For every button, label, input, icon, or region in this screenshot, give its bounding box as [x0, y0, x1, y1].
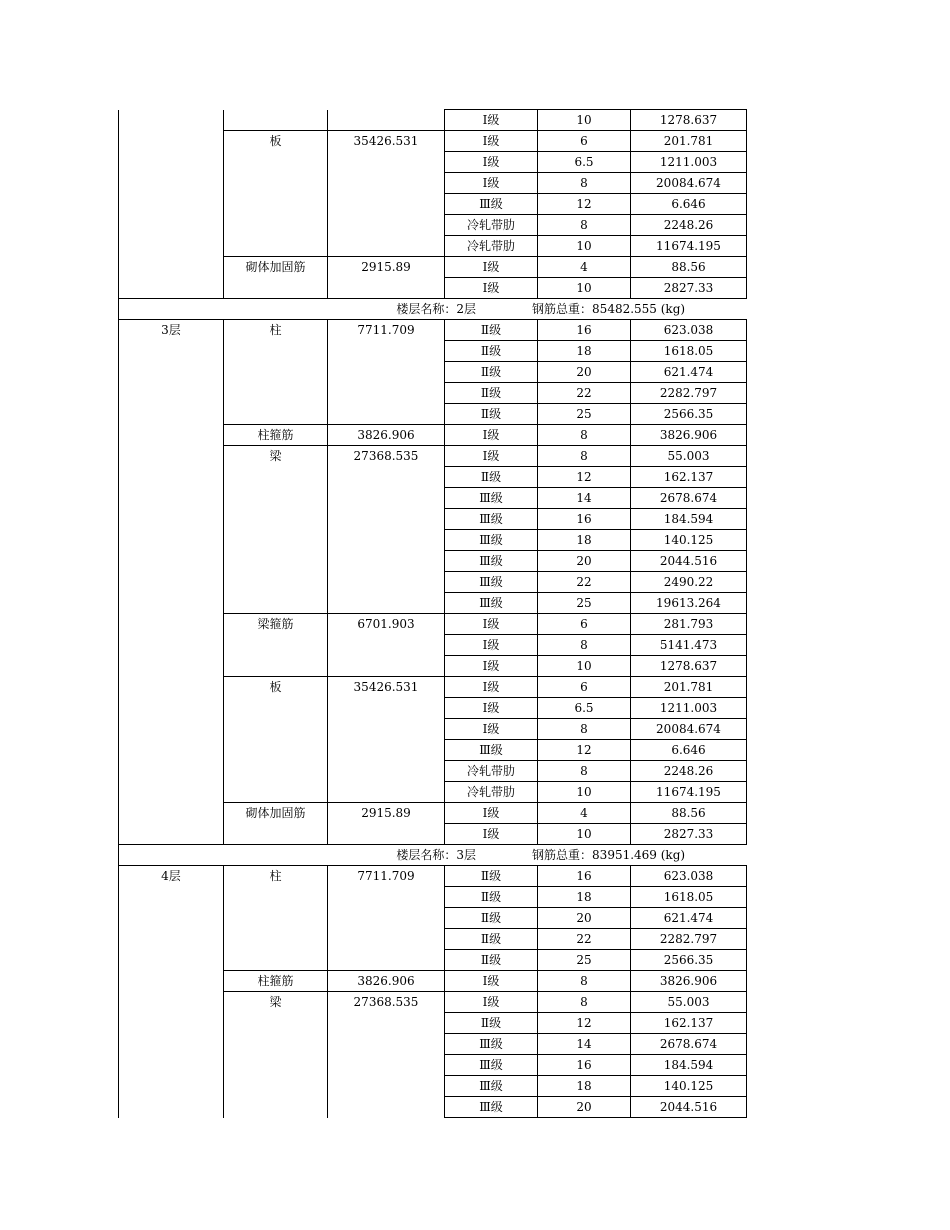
grade-cell: 冷轧带肋 — [445, 761, 538, 782]
grade-cell: Ⅰ级 — [445, 992, 538, 1013]
grade-cell: Ⅲ级 — [445, 1076, 538, 1097]
weight-cell: 140.125 — [631, 1076, 747, 1097]
weight-cell: 2282.797 — [631, 383, 747, 404]
member-total-cell: 35426.531 — [328, 677, 445, 803]
grade-cell: Ⅰ级 — [445, 152, 538, 173]
grade-cell: Ⅰ级 — [445, 257, 538, 278]
grade-cell: Ⅰ级 — [445, 131, 538, 152]
floor-summary-total-weight: 钢筋总重：83951.469 (kg) — [532, 848, 686, 862]
member-total-cell: 6701.903 — [328, 614, 445, 677]
grade-cell: 冷轧带肋 — [445, 215, 538, 236]
weight-cell: 162.137 — [631, 1013, 747, 1034]
member-total-cell: 2915.89 — [328, 257, 445, 299]
table-row — [119, 110, 747, 131]
diameter-cell: 14 — [538, 1034, 631, 1055]
member-total-cell: 35426.531 — [328, 131, 445, 257]
member-type-cell: 板 — [224, 131, 328, 257]
diameter-cell: 6 — [538, 614, 631, 635]
weight-cell: 162.137 — [631, 467, 747, 488]
diameter-cell: 8 — [538, 971, 631, 992]
diameter-cell: 8 — [538, 215, 631, 236]
diameter-cell: 20 — [538, 362, 631, 383]
grade-cell: Ⅰ级 — [445, 173, 538, 194]
weight-cell: 1278.637 — [631, 656, 747, 677]
grade-cell: Ⅱ级 — [445, 341, 538, 362]
diameter-cell: 22 — [538, 929, 631, 950]
floor-summary-row — [119, 299, 747, 320]
member-total-cell — [328, 110, 445, 131]
diameter-cell: 22 — [538, 572, 631, 593]
weight-cell: 19613.264 — [631, 593, 747, 614]
member-total-cell: 27368.535 — [328, 446, 445, 614]
diameter-cell: 25 — [538, 593, 631, 614]
weight-cell: 2044.516 — [631, 1097, 747, 1118]
diameter-cell: 20 — [538, 1097, 631, 1118]
weight-cell: 2827.33 — [631, 824, 747, 845]
table-row — [119, 866, 747, 887]
diameter-cell: 16 — [538, 866, 631, 887]
grade-cell: Ⅲ级 — [445, 1055, 538, 1076]
grade-cell: Ⅱ级 — [445, 320, 538, 341]
floor-summary-row — [119, 845, 747, 866]
member-total-cell: 7711.709 — [328, 320, 445, 425]
diameter-cell: 20 — [538, 908, 631, 929]
member-type-cell: 板 — [224, 677, 328, 803]
weight-cell: 623.038 — [631, 866, 747, 887]
grade-cell: Ⅰ级 — [445, 719, 538, 740]
diameter-cell: 10 — [538, 656, 631, 677]
grade-cell: Ⅰ级 — [445, 446, 538, 467]
grade-cell: Ⅱ级 — [445, 866, 538, 887]
weight-cell: 1618.05 — [631, 887, 747, 908]
diameter-cell: 8 — [538, 635, 631, 656]
grade-cell: Ⅰ级 — [445, 677, 538, 698]
member-type-cell: 柱 — [224, 320, 328, 425]
grade-cell: 冷轧带肋 — [445, 236, 538, 257]
grade-cell: Ⅲ级 — [445, 530, 538, 551]
grade-cell: Ⅰ级 — [445, 824, 538, 845]
diameter-cell: 4 — [538, 257, 631, 278]
floor-summary-cell — [119, 299, 747, 320]
diameter-cell: 18 — [538, 1076, 631, 1097]
weight-cell: 623.038 — [631, 320, 747, 341]
floor-name-cell: 4层 — [119, 866, 224, 1118]
weight-cell: 1211.003 — [631, 698, 747, 719]
member-type-cell: 砌体加固筋 — [224, 803, 328, 845]
grade-cell: Ⅱ级 — [445, 404, 538, 425]
member-total-cell: 7711.709 — [328, 866, 445, 971]
weight-cell: 20084.674 — [631, 719, 747, 740]
diameter-cell: 14 — [538, 488, 631, 509]
member-type-cell: 梁 — [224, 446, 328, 614]
weight-cell: 3826.906 — [631, 425, 747, 446]
weight-cell: 55.003 — [631, 992, 747, 1013]
weight-cell: 2566.35 — [631, 404, 747, 425]
diameter-cell: 16 — [538, 1055, 631, 1076]
diameter-cell: 6.5 — [538, 698, 631, 719]
floor-name-cell: 3层 — [119, 320, 224, 845]
table-row — [119, 320, 747, 341]
diameter-cell: 8 — [538, 425, 631, 446]
grade-cell: Ⅰ级 — [445, 656, 538, 677]
diameter-cell: 16 — [538, 320, 631, 341]
diameter-cell: 4 — [538, 803, 631, 824]
weight-cell: 2678.674 — [631, 488, 747, 509]
weight-cell: 201.781 — [631, 131, 747, 152]
diameter-cell: 6 — [538, 677, 631, 698]
weight-cell: 55.003 — [631, 446, 747, 467]
weight-cell: 201.781 — [631, 677, 747, 698]
grade-cell: Ⅰ级 — [445, 425, 538, 446]
diameter-cell: 18 — [538, 530, 631, 551]
weight-cell: 184.594 — [631, 509, 747, 530]
grade-cell: Ⅰ级 — [445, 110, 538, 131]
weight-cell: 11674.195 — [631, 782, 747, 803]
grade-cell: Ⅱ级 — [445, 950, 538, 971]
diameter-cell: 22 — [538, 383, 631, 404]
floor-summary-total-weight: 钢筋总重：85482.555 (kg) — [532, 302, 686, 316]
grade-cell: Ⅰ级 — [445, 635, 538, 656]
grade-cell: Ⅱ级 — [445, 887, 538, 908]
member-type-cell — [224, 110, 328, 131]
grade-cell: Ⅲ级 — [445, 740, 538, 761]
grade-cell: Ⅲ级 — [445, 1097, 538, 1118]
diameter-cell: 8 — [538, 761, 631, 782]
diameter-cell: 18 — [538, 887, 631, 908]
grade-cell: Ⅲ级 — [445, 593, 538, 614]
weight-cell: 621.474 — [631, 362, 747, 383]
diameter-cell: 8 — [538, 992, 631, 1013]
grade-cell: Ⅱ级 — [445, 929, 538, 950]
diameter-cell: 12 — [538, 194, 631, 215]
grade-cell: Ⅲ级 — [445, 572, 538, 593]
diameter-cell: 25 — [538, 404, 631, 425]
grade-cell: Ⅲ级 — [445, 194, 538, 215]
weight-cell: 2827.33 — [631, 278, 747, 299]
weight-cell: 1211.003 — [631, 152, 747, 173]
weight-cell: 140.125 — [631, 530, 747, 551]
grade-cell: Ⅱ级 — [445, 908, 538, 929]
member-type-cell: 柱箍筋 — [224, 971, 328, 992]
grade-cell: Ⅰ级 — [445, 614, 538, 635]
weight-cell: 2248.26 — [631, 215, 747, 236]
diameter-cell: 6 — [538, 131, 631, 152]
diameter-cell: 8 — [538, 446, 631, 467]
diameter-cell: 10 — [538, 110, 631, 131]
diameter-cell: 20 — [538, 551, 631, 572]
member-type-cell: 柱箍筋 — [224, 425, 328, 446]
diameter-cell: 6.5 — [538, 152, 631, 173]
weight-cell: 184.594 — [631, 1055, 747, 1076]
rebar-weight-table — [118, 109, 747, 1118]
grade-cell: 冷轧带肋 — [445, 782, 538, 803]
grade-cell: Ⅰ级 — [445, 971, 538, 992]
weight-cell: 281.793 — [631, 614, 747, 635]
weight-cell: 2566.35 — [631, 950, 747, 971]
floor-summary-name: 楼层名称：2层 — [396, 302, 477, 316]
floor-summary-cell — [119, 845, 747, 866]
grade-cell: Ⅲ级 — [445, 551, 538, 572]
diameter-cell: 10 — [538, 236, 631, 257]
grade-cell: Ⅲ级 — [445, 509, 538, 530]
grade-cell: Ⅰ级 — [445, 278, 538, 299]
grade-cell: Ⅲ级 — [445, 1034, 538, 1055]
grade-cell: Ⅱ级 — [445, 383, 538, 404]
diameter-cell: 16 — [538, 509, 631, 530]
grade-cell: Ⅱ级 — [445, 467, 538, 488]
diameter-cell: 10 — [538, 782, 631, 803]
weight-cell: 88.56 — [631, 803, 747, 824]
diameter-cell: 25 — [538, 950, 631, 971]
weight-cell: 1278.637 — [631, 110, 747, 131]
grade-cell: Ⅰ级 — [445, 698, 538, 719]
member-total-cell: 2915.89 — [328, 803, 445, 845]
weight-cell: 2044.516 — [631, 551, 747, 572]
diameter-cell: 10 — [538, 278, 631, 299]
weight-cell: 20084.674 — [631, 173, 747, 194]
diameter-cell: 8 — [538, 719, 631, 740]
weight-cell: 2282.797 — [631, 929, 747, 950]
member-type-cell: 梁箍筋 — [224, 614, 328, 677]
floor-name-cell — [119, 110, 224, 299]
member-type-cell: 梁 — [224, 992, 328, 1118]
weight-cell: 2248.26 — [631, 761, 747, 782]
weight-cell: 6.646 — [631, 194, 747, 215]
weight-cell: 3826.906 — [631, 971, 747, 992]
grade-cell: Ⅰ级 — [445, 803, 538, 824]
diameter-cell: 12 — [538, 740, 631, 761]
member-type-cell: 砌体加固筋 — [224, 257, 328, 299]
grade-cell: Ⅲ级 — [445, 488, 538, 509]
weight-cell: 621.474 — [631, 908, 747, 929]
weight-cell: 6.646 — [631, 740, 747, 761]
weight-cell: 5141.473 — [631, 635, 747, 656]
grade-cell: Ⅱ级 — [445, 1013, 538, 1034]
diameter-cell: 8 — [538, 173, 631, 194]
diameter-cell: 12 — [538, 1013, 631, 1034]
diameter-cell: 18 — [538, 341, 631, 362]
member-type-cell: 柱 — [224, 866, 328, 971]
weight-cell: 1618.05 — [631, 341, 747, 362]
weight-cell: 11674.195 — [631, 236, 747, 257]
member-total-cell: 3826.906 — [328, 425, 445, 446]
weight-cell: 88.56 — [631, 257, 747, 278]
diameter-cell: 10 — [538, 824, 631, 845]
member-total-cell: 3826.906 — [328, 971, 445, 992]
floor-summary-name: 楼层名称：3层 — [396, 848, 477, 862]
grade-cell: Ⅱ级 — [445, 362, 538, 383]
member-total-cell: 27368.535 — [328, 992, 445, 1118]
weight-cell: 2678.674 — [631, 1034, 747, 1055]
diameter-cell: 12 — [538, 467, 631, 488]
weight-cell: 2490.22 — [631, 572, 747, 593]
